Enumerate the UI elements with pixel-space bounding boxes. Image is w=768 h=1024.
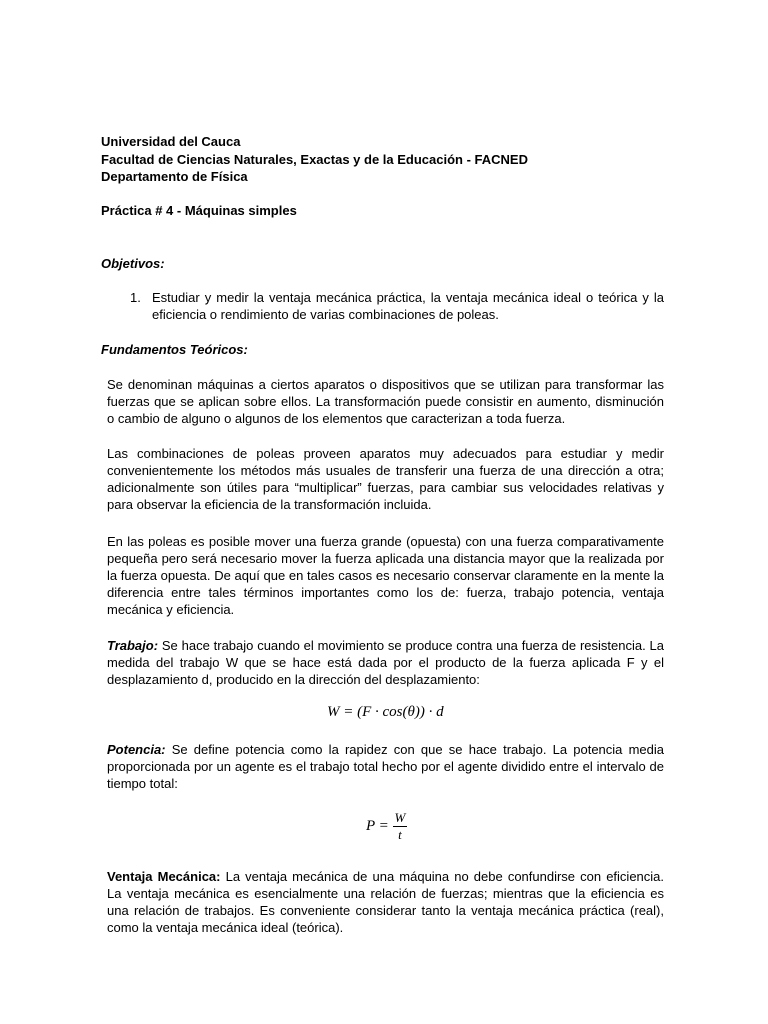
power-text: Se define potencia como la rapidez con que se hace trabajo. La potencia media proporcionada por un agente es el trabajo total hecho por el agente dividido entre el intervalo de tiempo total: (107, 742, 664, 791)
practice-title: Práctica # 4 - Máquinas simples (101, 203, 297, 218)
work-formula: W = (F · cos(θ)) · d (327, 704, 444, 720)
power-label: Potencia: (107, 742, 166, 757)
theory-paragraph-machines: Se denominan máquinas a ciertos aparatos o dispositivos que se utilizan para transformar las fuerzas que se aplican sobre ellos. La transformación puede consistir en aumento, disminución o cambio de alguno o algunos de los elementos que caracterizan a toda fuerza. (107, 377, 664, 426)
power-formula (366, 810, 407, 843)
mechanical-advantage-paragraph (107, 868, 664, 936)
theory-paragraph-forces: En las poleas es posible mover una fuerza grande (opuesta) con una fuerza comparativamente pequeña pero será necesario mover la fuerza aplicada una distancia mayor que la realizada por la fuerza opuesta. De aquí que en tales casos es necesario conservar claramente en la mente la diferencia entre tales términos importantes como los de: fuerza, trabajo potencia, ventaja mecánica y eficiencia. (107, 534, 664, 617)
faculty-name: Facultad de Ciencias Naturales, Exactas y de la Educación - FACNED (101, 151, 528, 167)
document-header (101, 133, 701, 186)
power-fraction-denominator: t (398, 827, 402, 842)
power-fraction (393, 810, 408, 843)
work-paragraph (107, 637, 664, 688)
power-fraction-numerator: W (394, 810, 406, 825)
work-text: Se hace trabajo cuando el movimiento se produce contra una fuerza de resistencia. La medida del trabajo W que se hace está dada por el producto de la fuerza aplicada F y el desplazamiento d, producido en la dirección del desplazamiento: (107, 638, 664, 687)
university-name: Universidad del Cauca (101, 134, 241, 149)
objective-item (130, 289, 664, 323)
objective-text: Estudiar y medir la ventaja mecánica práctica, la ventaja mecánica ideal o teórica y la eficiencia o rendimiento de varias combinaciones de poleas. (152, 290, 664, 322)
objective-number: 1. (130, 290, 141, 305)
theory-paragraph-pulleys: Las combinaciones de poleas proveen aparatos muy adecuados para estudiar y medir convenientemente los métodos más usuales de transferir una fuerza de una dirección a otra; adicionalmente son útiles para “multiplicar” fuerzas, para cambiar sus velocidades relativas y para observar la eficiencia de la transformación incluida. (107, 446, 664, 512)
mechanical-advantage-label: Ventaja Mecánica: (107, 869, 221, 884)
work-label: Trabajo: (107, 638, 159, 653)
objectives-heading: Objetivos: (101, 256, 165, 271)
mechanical-advantage-text: La ventaja mecánica de una máquina no debe confundirse con eficiencia. La ventaja mecánica es esencialmente una relación de fuerzas; mientras que la eficiencia es una relación de trabajos. Es conveniente considerar tanto la ventaja mecánica práctica (real), como la ventaja mecánica ideal (teórica). (107, 869, 665, 935)
power-formula-lhs: P = (366, 817, 389, 834)
department-name: Departamento de Física (101, 169, 248, 184)
power-paragraph (107, 741, 664, 792)
theory-heading: Fundamentos Teóricos: (101, 342, 248, 357)
